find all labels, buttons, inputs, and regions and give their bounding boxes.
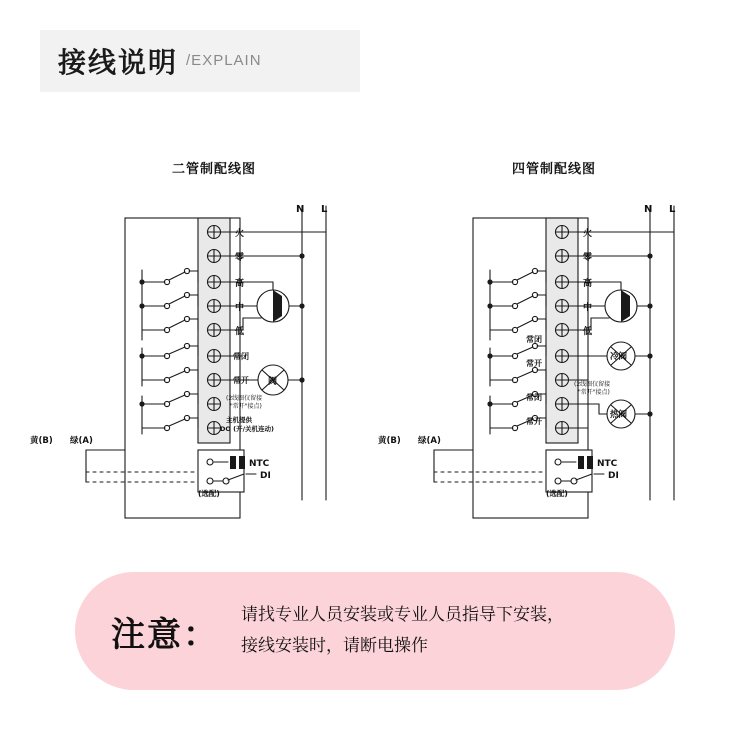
notice-line-2: 接线安装时，请断电操作 — [241, 636, 428, 656]
hot-valve-label: 热阀 — [610, 410, 628, 420]
terminal-label: 常闭 — [233, 352, 249, 361]
cold-valve-label: 冷阀 — [610, 352, 628, 362]
terminal-label: 常开 — [526, 417, 542, 426]
wiring-diagram-four-pipe — [378, 200, 718, 540]
terminal-label: 中 — [583, 303, 593, 313]
terminal-label: 常开 — [526, 359, 542, 368]
host-supply-line1: 主机提供 — [226, 416, 252, 424]
mains-n-label: N — [644, 204, 653, 215]
terminal-label: 高 — [235, 279, 245, 289]
valve-note-line2: "常开"接点) — [230, 403, 262, 410]
mains-l-label: L — [669, 204, 676, 215]
terminal-label: 零 — [235, 253, 245, 263]
notice-body — [241, 600, 564, 663]
page-subtitle: /EXPLAIN — [186, 51, 262, 69]
page-title: 接线说明 — [58, 46, 179, 79]
four-pipe-schematic — [378, 200, 718, 540]
terminal-label: 常开 — [233, 376, 249, 385]
terminal-label: 零 — [583, 253, 593, 263]
wiring-diagram-two-pipe — [30, 200, 370, 540]
terminal-label: 常闭 — [526, 335, 542, 344]
notice-banner — [75, 572, 675, 690]
ntc-label: NTC — [597, 459, 618, 469]
valve-note-line1: (2线圈仅留接 — [574, 381, 611, 388]
host-supply-line2: DO (开/关机连动) — [220, 425, 274, 433]
optional-label: (选配) — [198, 489, 220, 498]
notice-line-1: 请找专业人员安装或专业人员指导下安装， — [241, 604, 564, 625]
di-label: DI — [260, 471, 271, 481]
two-pipe-schematic — [30, 200, 370, 540]
terminal-label: 中 — [235, 303, 245, 313]
diagram-right-caption: 四管制配线图 — [512, 162, 597, 177]
optional-label: (选配) — [546, 489, 568, 498]
comm-yellow-label: 黄(B) — [30, 436, 53, 446]
di-label: DI — [608, 471, 619, 481]
diagram-left-caption: 二管制配线图 — [172, 162, 257, 177]
terminal-label: 低 — [235, 327, 245, 337]
mains-n-label: N — [296, 204, 305, 215]
valve-note-line2: "常开"接点) — [578, 389, 610, 396]
mains-l-label: L — [321, 204, 328, 215]
comm-green-label: 绿(A) — [418, 436, 441, 446]
notice-label: 注意： — [111, 614, 219, 655]
terminal-label: 火 — [583, 229, 593, 239]
terminal-label: 火 — [235, 229, 245, 239]
header-band — [40, 30, 360, 92]
terminal-label: 常闭 — [526, 393, 542, 402]
valve-label: 阀 — [268, 377, 278, 387]
comm-yellow-label: 黄(B) — [378, 436, 401, 446]
ntc-label: NTC — [249, 459, 270, 469]
terminal-label: 低 — [583, 327, 593, 337]
valve-note-line1: (2线圈仅留接 — [226, 395, 263, 402]
terminal-label: 高 — [583, 279, 593, 289]
comm-green-label: 绿(A) — [70, 436, 93, 446]
